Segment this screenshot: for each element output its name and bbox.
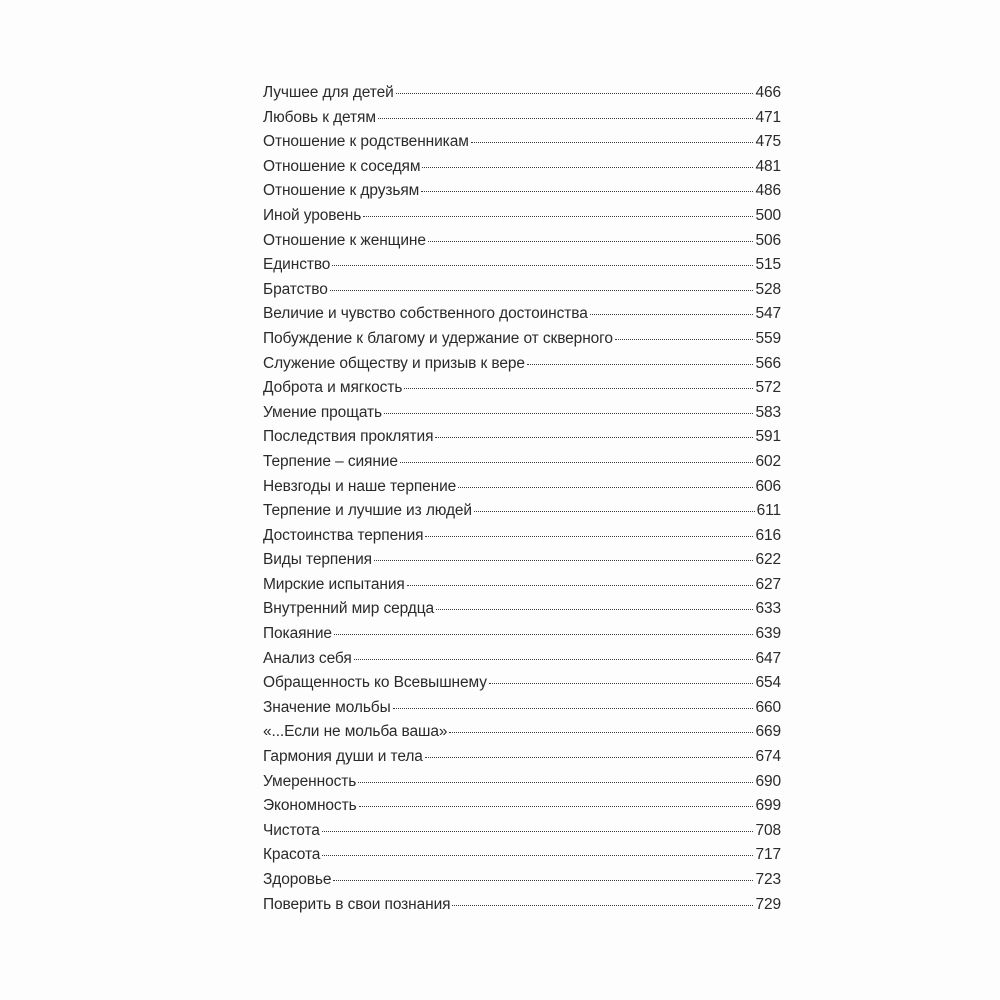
toc-entry-page-number: 633 (755, 600, 781, 618)
toc-entry-page-number: 717 (755, 846, 781, 864)
toc-entry-title: Гармония души и тела (263, 748, 423, 766)
toc-entry-page-number: 627 (755, 575, 781, 593)
dot-leader (400, 462, 754, 463)
dot-leader (527, 364, 754, 365)
toc-entry-page-number: 654 (755, 674, 781, 692)
toc-entry-title: Мирские испытания (263, 575, 405, 593)
dot-leader (322, 855, 753, 856)
toc-entry (263, 871, 781, 896)
toc-entry (263, 478, 781, 503)
toc-entry-title: Терпение и лучшие из людей (263, 502, 472, 520)
toc-entry (263, 84, 781, 109)
toc-entry-title: Величие и чувство собственного достоинства (263, 305, 588, 323)
toc-entry-page-number: 699 (755, 797, 781, 815)
toc-entry (263, 674, 781, 699)
toc-entry-title: Здоровье (263, 871, 332, 888)
toc-entry-title: Невзгоды и наше терпение (263, 477, 457, 495)
toc-entry (263, 625, 781, 650)
dot-leader (471, 142, 754, 143)
toc-entry (263, 355, 781, 380)
toc-entry (263, 773, 781, 798)
toc-entry-title: Анализ себя (263, 649, 352, 667)
dot-leader (359, 806, 754, 807)
dot-leader (334, 634, 754, 635)
toc-entry (263, 748, 781, 773)
toc-entry (263, 846, 781, 871)
toc-entry-page-number: 566 (755, 354, 781, 372)
toc-entry (263, 404, 781, 429)
toc-entry-title: Отношение к друзьям (263, 182, 420, 200)
toc-entry-title: Терпение – сияние (263, 452, 398, 470)
toc-entry-page-number: 708 (755, 821, 781, 839)
toc-entry-title: Достоинства терпения (263, 526, 424, 544)
dot-leader (354, 659, 754, 660)
dot-leader (378, 118, 754, 119)
toc-entry (263, 650, 781, 675)
dot-leader (458, 487, 753, 488)
dot-leader (590, 314, 754, 315)
dot-leader (474, 511, 755, 512)
dot-leader (332, 265, 753, 266)
toc-entry-page-number: 660 (755, 698, 781, 716)
dot-leader (374, 560, 753, 561)
toc-entry-page-number: 559 (755, 329, 781, 347)
toc-entry-title: Чистота (263, 821, 320, 839)
toc-entry-page-number: 547 (755, 305, 781, 323)
toc-entry (263, 207, 781, 232)
table-of-contents (263, 84, 781, 920)
toc-entry-title: Покаяние (263, 625, 332, 643)
toc-entry (263, 551, 781, 576)
dot-leader (404, 388, 753, 389)
toc-entry-page-number: 486 (755, 182, 781, 200)
toc-entry-page-number: 475 (755, 133, 781, 151)
toc-entry-page-number: 611 (756, 502, 781, 520)
toc-entry (263, 896, 781, 921)
dot-leader (358, 782, 753, 783)
toc-entry (263, 428, 781, 453)
toc-entry-page-number: 466 (755, 84, 781, 101)
toc-entry-page-number: 690 (755, 772, 781, 790)
dot-leader (393, 708, 754, 709)
toc-entry-title: Внутренний мир сердца (263, 600, 435, 618)
toc-entry-title: Обращенность ко Всевышнему (263, 674, 487, 692)
toc-entry (263, 576, 781, 601)
toc-entry-page-number: 647 (755, 649, 781, 667)
toc-entry (263, 281, 781, 306)
dot-leader (489, 683, 754, 684)
toc-entry-page-number: 669 (755, 723, 781, 741)
toc-entry-page-number: 723 (755, 871, 781, 888)
toc-entry-title: Единство (263, 256, 331, 274)
dot-leader (422, 167, 753, 168)
toc-entry (263, 822, 781, 847)
dot-leader (615, 339, 754, 340)
toc-entry-title: Служение обществу и призыв к вере (263, 354, 525, 372)
toc-entry-title: Отношение к женщине (263, 231, 426, 249)
toc-entry (263, 527, 781, 552)
toc-entry-page-number: 602 (755, 452, 781, 470)
toc-entry (263, 158, 781, 183)
dot-leader (322, 831, 754, 832)
toc-entry-page-number: 528 (755, 280, 781, 298)
dot-leader (407, 585, 754, 586)
toc-entry (263, 600, 781, 625)
toc-entry-page-number: 639 (755, 625, 781, 643)
dot-leader (452, 905, 753, 906)
toc-entry-page-number: 729 (755, 895, 781, 913)
toc-entry (263, 305, 781, 330)
dot-leader (333, 880, 753, 881)
toc-entry-title: Отношение к родственникам (263, 133, 469, 151)
toc-entry-page-number: 606 (755, 477, 781, 495)
dot-leader (425, 757, 754, 758)
toc-entry (263, 723, 781, 748)
dot-leader (425, 536, 753, 537)
toc-entry (263, 133, 781, 158)
dot-leader (436, 609, 753, 610)
toc-entry (263, 182, 781, 207)
toc-entry-title: Значение мольбы (263, 698, 391, 716)
toc-entry-title: Поверить в свои познания (263, 895, 451, 913)
toc-entry-page-number: 515 (755, 256, 781, 274)
toc-entry-title: Лучшее для детей (263, 84, 394, 101)
toc-entry (263, 232, 781, 257)
dot-leader (428, 241, 754, 242)
toc-entry-page-number: 506 (755, 231, 781, 249)
toc-entry (263, 699, 781, 724)
toc-entry-page-number: 471 (755, 108, 781, 126)
toc-entry-title: Умение прощать (263, 403, 383, 421)
toc-entry-title: Любовь к детям (263, 108, 376, 126)
toc-entry-title: Доброта и мягкость (263, 379, 403, 397)
toc-entry-title: «...Если не мольба ваша» (263, 723, 448, 741)
toc-entry-title: Последствия проклятия (263, 428, 434, 446)
toc-entry (263, 379, 781, 404)
toc-entry-title: Братство (263, 280, 328, 298)
toc-entry-page-number: 572 (755, 379, 781, 397)
toc-entry-page-number: 583 (755, 403, 781, 421)
toc-entry (263, 453, 781, 478)
toc-entry-page-number: 500 (755, 206, 781, 224)
toc-entry-title: Умеренность (263, 772, 357, 790)
toc-entry-page-number: 481 (755, 157, 781, 175)
toc-entry (263, 256, 781, 281)
toc-entry-page-number: 674 (755, 748, 781, 766)
toc-entry-title: Виды терпения (263, 551, 372, 569)
toc-entry (263, 502, 781, 527)
dot-leader (384, 413, 753, 414)
dot-leader (435, 437, 753, 438)
toc-entry-page-number: 622 (755, 551, 781, 569)
dot-leader (330, 290, 754, 291)
dot-leader (449, 732, 753, 733)
toc-entry-title: Экономность (263, 797, 357, 815)
toc-entry (263, 330, 781, 355)
toc-entry (263, 109, 781, 134)
toc-entry-title: Красота (263, 846, 321, 864)
dot-leader (363, 216, 753, 217)
dot-leader (396, 93, 754, 94)
toc-entry-title: Побуждение к благому и удержание от скверного (263, 329, 613, 347)
toc-entry-title: Иной уровень (263, 206, 362, 224)
dot-leader (421, 191, 753, 192)
toc-entry-page-number: 591 (755, 428, 781, 446)
toc-entry-page-number: 616 (755, 526, 781, 544)
toc-entry-title: Отношение к соседям (263, 157, 421, 175)
toc-entry (263, 797, 781, 822)
